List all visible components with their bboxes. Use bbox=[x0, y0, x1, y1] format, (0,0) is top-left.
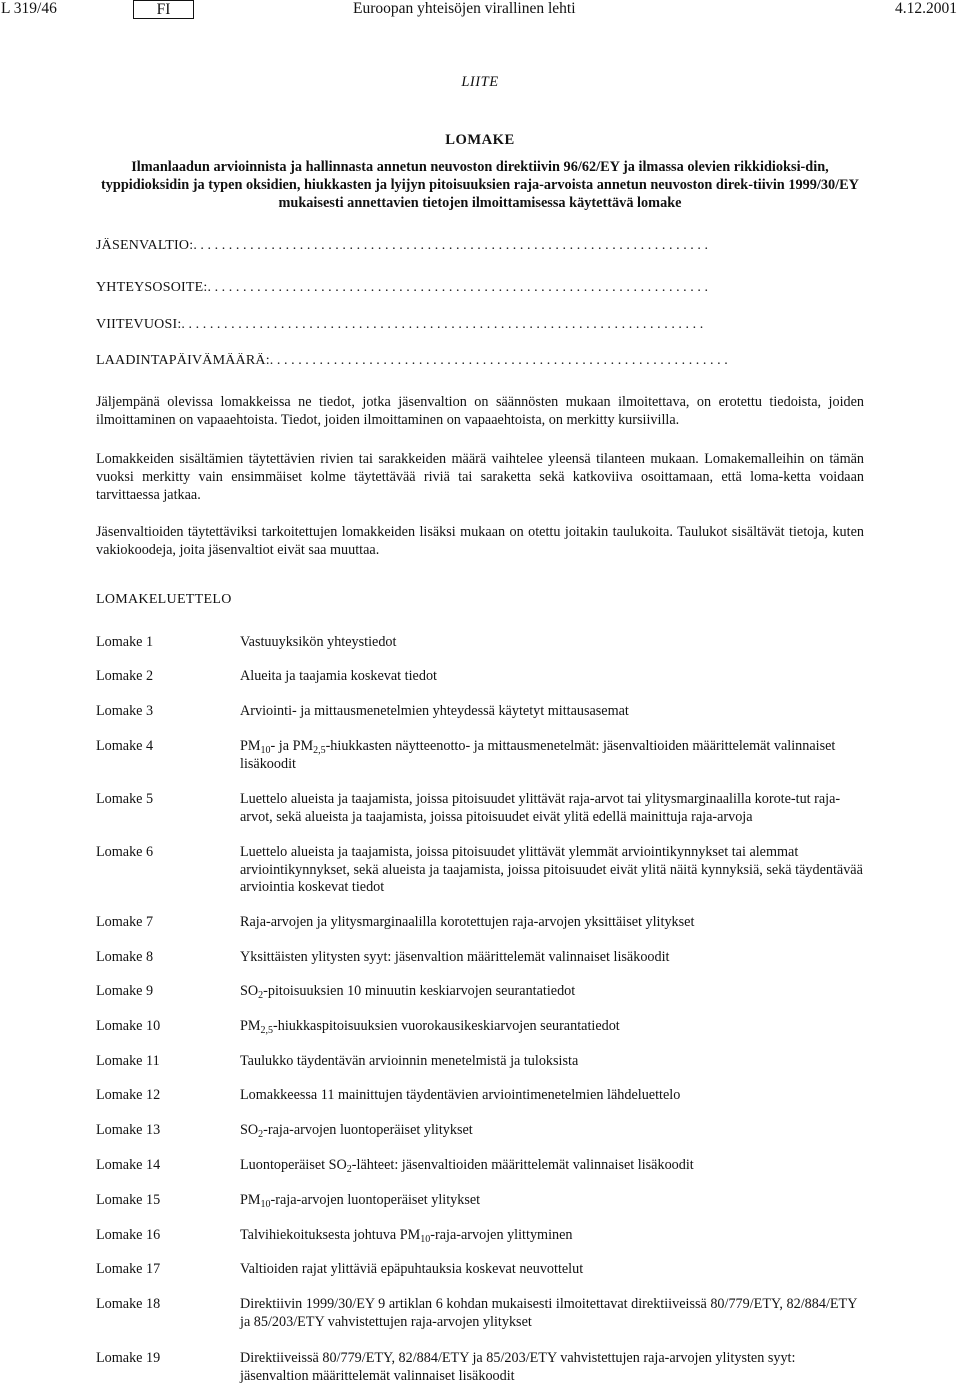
description-text: Direktiiveissä 80/779/ETY, 82/884/ETY ja 85/203/ETY vahvistettujen raja-arvojen ylitysten syyt: jäsenvaltion määrittelemät valinnaiset lisäkoodit bbox=[240, 1350, 796, 1384]
form-number: Lomake 13 bbox=[96, 1122, 161, 1138]
form-description bbox=[240, 1350, 864, 1385]
field-contact-address bbox=[96, 280, 866, 296]
description-text: -raja-arvojen luontoperäiset ylitykset bbox=[263, 1122, 473, 1138]
description-text: PM bbox=[240, 738, 261, 754]
form-description bbox=[240, 1227, 864, 1245]
description-text: Yksittäisten ylitysten syyt: jäsenvaltion määrittelemät valinnaiset lisäkoodit bbox=[240, 949, 670, 965]
form-description bbox=[240, 844, 864, 897]
subscript: 10 bbox=[260, 1199, 271, 1210]
page-header bbox=[0, 0, 960, 22]
description-text: -hiukkaspitoisuuksien vuorokausikeskiarvojen seurantatiedot bbox=[273, 1018, 620, 1034]
subscript: 2,5 bbox=[313, 745, 326, 756]
fill-line: ......................................................................... bbox=[193, 238, 712, 253]
form-description bbox=[240, 634, 864, 652]
form-subtitle: Ilmanlaadun arvioinnista ja hallinnasta annetun neuvoston direktiivin 96/62/EY ja ilmassa olevien rikkidioksi-din, typpidioksidin ja typen oksidien, hiukkasten ja lyijyn pitoisuuksien raja-arvoista annetun neuvoston direk-tiivin 1999/30/EY mukaisesti annettavien tietojen ilmoittamisessa käytettävä lomake bbox=[100, 159, 860, 211]
form-number: Lomake 9 bbox=[96, 983, 154, 999]
description-text: Luettelo alueista ja taajamista, joissa pitoisuudet ylittävät raja-arvot tai ylitysmarginaalilla korote-tut raja-arvot, sekä alueista ja taajamista, joissa pitoisuudet eivät ylitä edellä mainittuja raja-arvoja bbox=[240, 791, 841, 825]
page-reference: L 319/46 bbox=[1, 0, 57, 17]
intro-paragraph: Jäljempänä olevissa lomakkeissa ne tiedot, jotka jäsenvaltion on säännösten mukaan ilmoitettava, on erotettu tiedoista, joiden ilmoittaminen on vapaaehtoista. Tiedot, joiden ilmoittaminen on vapaaehtoista, on merkitty kursiivilla. bbox=[96, 394, 864, 428]
form-description bbox=[240, 1053, 864, 1071]
fill-line: ....................................................................... bbox=[207, 280, 712, 295]
form-number: Lomake 19 bbox=[96, 1350, 161, 1366]
subscript: 2 bbox=[346, 1164, 352, 1175]
subscript: 2 bbox=[258, 1129, 264, 1140]
description-text: -pitoisuuksien 10 minuutin keskiarvojen seurantatiedot bbox=[263, 983, 576, 999]
form-description bbox=[240, 1157, 864, 1175]
form-description bbox=[240, 983, 864, 1001]
form-description bbox=[240, 738, 864, 773]
subscript: 2,5 bbox=[260, 1025, 274, 1036]
form-description bbox=[240, 949, 864, 967]
form-number: Lomake 5 bbox=[96, 791, 154, 807]
field-label: YHTEYSOSOITE: bbox=[96, 280, 208, 295]
fill-line: .......................................................................... bbox=[181, 317, 707, 332]
description-text: Lomakkeessa 11 mainittujen täydentävien arviointimenetelmien lähdeluettelo bbox=[240, 1087, 681, 1103]
form-number: Lomake 7 bbox=[96, 914, 154, 930]
description-text: -lähteet: jäsenvaltioiden määrittelemät valinnaiset lisäkoodit bbox=[351, 1157, 694, 1173]
description-text: Alueita ja taajamia koskevat tiedot bbox=[240, 668, 437, 684]
form-number: Lomake 10 bbox=[96, 1018, 161, 1034]
description-text: Luettelo alueista ja taajamista, joissa pitoisuudet ylittävät ylemmät arviointikynnykset tai alemmat arviointikynnykset, sekä alueista ja taajamista, joissa pitoisuudet eivät ylitä näitä kynnyksiä, sekä täydentävää arviointia koskevat tiedot bbox=[240, 844, 863, 895]
annex-label: LIITE bbox=[461, 74, 499, 90]
form-number: Lomake 2 bbox=[96, 668, 154, 684]
description-text: - ja PM bbox=[270, 738, 314, 754]
description-text: PM bbox=[240, 1018, 261, 1034]
field-member-state bbox=[96, 238, 866, 254]
form-description bbox=[240, 1296, 864, 1331]
description-text: Taulukko täydentävän arvioinnin menetelmistä ja tuloksista bbox=[240, 1053, 579, 1069]
description-text: Arviointi- ja mittausmenetelmien yhteydessä käytetyt mittausasemat bbox=[240, 703, 629, 719]
form-number: Lomake 11 bbox=[96, 1053, 160, 1069]
form-number: Lomake 6 bbox=[96, 844, 154, 860]
description-text: -raja-arvojen luontoperäiset ylitykset bbox=[270, 1192, 481, 1208]
form-description bbox=[240, 1087, 864, 1105]
form-list-heading: LOMAKELUETTELO bbox=[96, 592, 232, 607]
form-description bbox=[240, 914, 864, 932]
journal-title: Euroopan yhteisöjen virallinen lehti bbox=[353, 0, 576, 17]
subscript: 10 bbox=[420, 1234, 431, 1245]
subscript: 2 bbox=[258, 990, 264, 1001]
form-description bbox=[240, 1192, 864, 1210]
description-text: Direktiivin 1999/30/EY 9 artiklan 6 kohdan mukaisesti ilmoitettavat direktiiveissä 80/779/ETY, 82/884/ETY ja 85/203/ETY vahvistettujen raja-arvojen ylitykset bbox=[240, 1296, 857, 1330]
form-number: Lomake 14 bbox=[96, 1157, 161, 1173]
field-label: VIITEVUOSI: bbox=[96, 317, 182, 332]
intro-paragraph: Jäsenvaltioiden täytettäviksi tarkoitettujen lomakkeiden lisäksi mukaan on otettu joitakin taulukoita. Taulukot sisältävät tietoja, kuten vakiokoodeja, joita jäsenvaltiot eivät saa muuttaa. bbox=[96, 524, 864, 558]
form-description bbox=[240, 668, 864, 686]
description-text: Valtioiden rajat ylittäviä epäpuhtauksia koskevat neuvottelut bbox=[240, 1261, 584, 1277]
fill-line: ................................................................. bbox=[269, 353, 732, 368]
field-reference-year bbox=[96, 317, 866, 333]
form-description bbox=[240, 1018, 864, 1036]
description-text: SO bbox=[240, 983, 259, 999]
description-text: PM bbox=[240, 1192, 261, 1208]
description-text: -hiukkasten näytteenotto- ja mittausmenetelmät: jäsenvaltioiden määrittelemät valinnaiset lisäkoodit bbox=[240, 738, 836, 772]
language-code-box: FI bbox=[133, 0, 194, 19]
form-number: Lomake 3 bbox=[96, 703, 154, 719]
form-number: Lomake 17 bbox=[96, 1261, 161, 1277]
form-title: LOMAKE bbox=[445, 132, 515, 148]
form-number: Lomake 12 bbox=[96, 1087, 161, 1103]
subscript: 10 bbox=[260, 745, 271, 756]
description-text: Vastuuyksikön yhteystiedot bbox=[240, 634, 397, 650]
intro-paragraph: Lomakkeiden sisältämien täytettävien rivien tai sarakkeiden määrä vaihtelee yleensä tilanteen mukaan. Lomakemalleihin on tämän vuoksi merkitty vain ensimmäiset kolme täytettävää riviä tai saraketta sekä katkoviiva osoittamaan, että loma-ketta voidaan tarvittaessa jatkaa. bbox=[96, 451, 864, 503]
form-description bbox=[240, 703, 864, 721]
field-label: JÄSENVALTIO: bbox=[96, 238, 194, 253]
form-description bbox=[240, 1261, 864, 1279]
field-compilation-date bbox=[96, 353, 866, 369]
field-label: LAADINTAPÄIVÄMÄÄRÄ: bbox=[96, 353, 270, 368]
form-number: Lomake 16 bbox=[96, 1227, 161, 1243]
description-text: Raja-arvojen ja ylitysmarginaalilla korotettujen raja-arvojen yksittäiset ylitykset bbox=[240, 914, 695, 930]
form-number: Lomake 4 bbox=[96, 738, 154, 754]
description-text: SO bbox=[240, 1122, 259, 1138]
form-number: Lomake 15 bbox=[96, 1192, 161, 1208]
form-number: Lomake 1 bbox=[96, 634, 154, 650]
description-text: Talvihiekoituksesta johtuva PM bbox=[240, 1227, 421, 1243]
form-description bbox=[240, 1122, 864, 1140]
form-number: Lomake 8 bbox=[96, 949, 154, 965]
form-description bbox=[240, 791, 864, 826]
publication-date: 4.12.2001 bbox=[895, 0, 957, 17]
description-text: Luontoperäiset SO bbox=[240, 1157, 347, 1173]
description-text: -raja-arvojen ylittyminen bbox=[430, 1227, 573, 1243]
form-number: Lomake 18 bbox=[96, 1296, 161, 1312]
